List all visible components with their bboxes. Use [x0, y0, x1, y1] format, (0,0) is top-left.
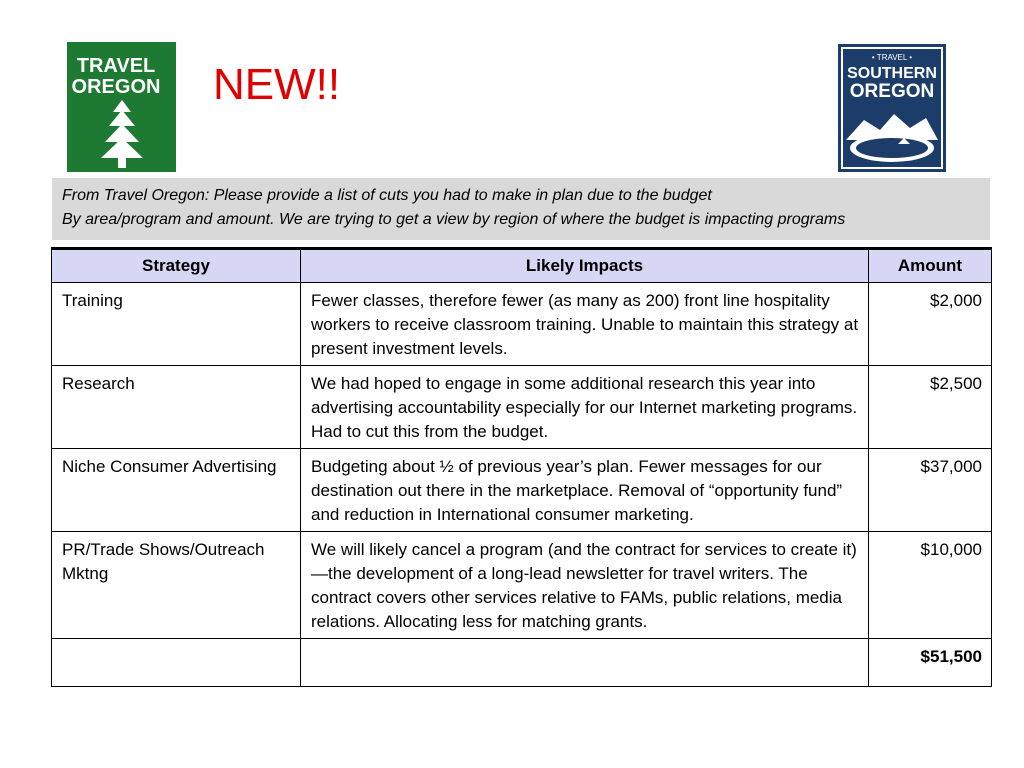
headline-new: NEW!! — [213, 60, 341, 109]
impact-cell: Budgeting about ½ of previous year’s plan. Fewer messages for our destination out there in the marketplace. Removal of “opportunity fund” and reduction in International consumer marketing. — [301, 449, 869, 532]
table-row — [52, 366, 992, 449]
logo-left-line2: OREGON — [71, 76, 161, 98]
table-row — [52, 532, 992, 639]
impact-cell: We will likely cancel a program (and the contract for services to create it)—the development of a long-lead newsletter for travel writers. The contract covers other services relative to FAMs, public relations, media relations. Allocating less for matching grants. — [301, 532, 869, 639]
note-line-1: From Travel Oregon: Please provide a list of cuts you had to make in plan due to the budget — [62, 187, 712, 204]
table-header-row — [52, 249, 992, 283]
instruction-note — [52, 178, 990, 240]
total-empty-cell — [52, 639, 301, 687]
strategy-cell: Research — [52, 366, 301, 449]
column-header-likely-impacts: Likely Impacts — [301, 249, 869, 283]
logo-right-line2: SOUTHERN — [847, 65, 937, 82]
budget-cuts-table — [51, 247, 992, 687]
strategy-cell: PR/Trade Shows/Outreach Mktng — [52, 532, 301, 639]
table-row — [52, 449, 992, 532]
travel-oregon-logo — [67, 42, 176, 172]
travel-southern-oregon-logo — [838, 44, 946, 172]
strategy-cell: Niche Consumer Advertising — [52, 449, 301, 532]
impact-cell: We had hoped to engage in some additional research this year into advertising accountability especially for our Internet marketing programs. Had to cut this from the budget. — [301, 366, 869, 449]
total-row — [52, 639, 992, 687]
amount-cell: $37,000 — [869, 449, 992, 532]
amount-cell: $10,000 — [869, 532, 992, 639]
logo-right-line3: OREGON — [849, 81, 935, 102]
amount-cell: $2,000 — [869, 283, 992, 366]
total-amount-cell: $51,500 — [869, 639, 992, 687]
total-empty-cell — [301, 639, 869, 687]
logo-right-line1: • TRAVEL • — [871, 53, 913, 62]
amount-cell: $2,500 — [869, 366, 992, 449]
column-header-strategy: Strategy — [52, 249, 301, 283]
note-line-2: By area/program and amount. We are trying to get a view by region of where the budget is impacting programs — [62, 211, 846, 228]
logo-left-line1: TRAVEL — [76, 55, 156, 77]
column-header-amount: Amount — [869, 249, 992, 283]
strategy-cell: Training — [52, 283, 301, 366]
table-row — [52, 283, 992, 366]
impact-cell: Fewer classes, therefore fewer (as many as 200) front line hospitality workers to receive classroom training. Unable to maintain this strategy at present investment levels. — [301, 283, 869, 366]
